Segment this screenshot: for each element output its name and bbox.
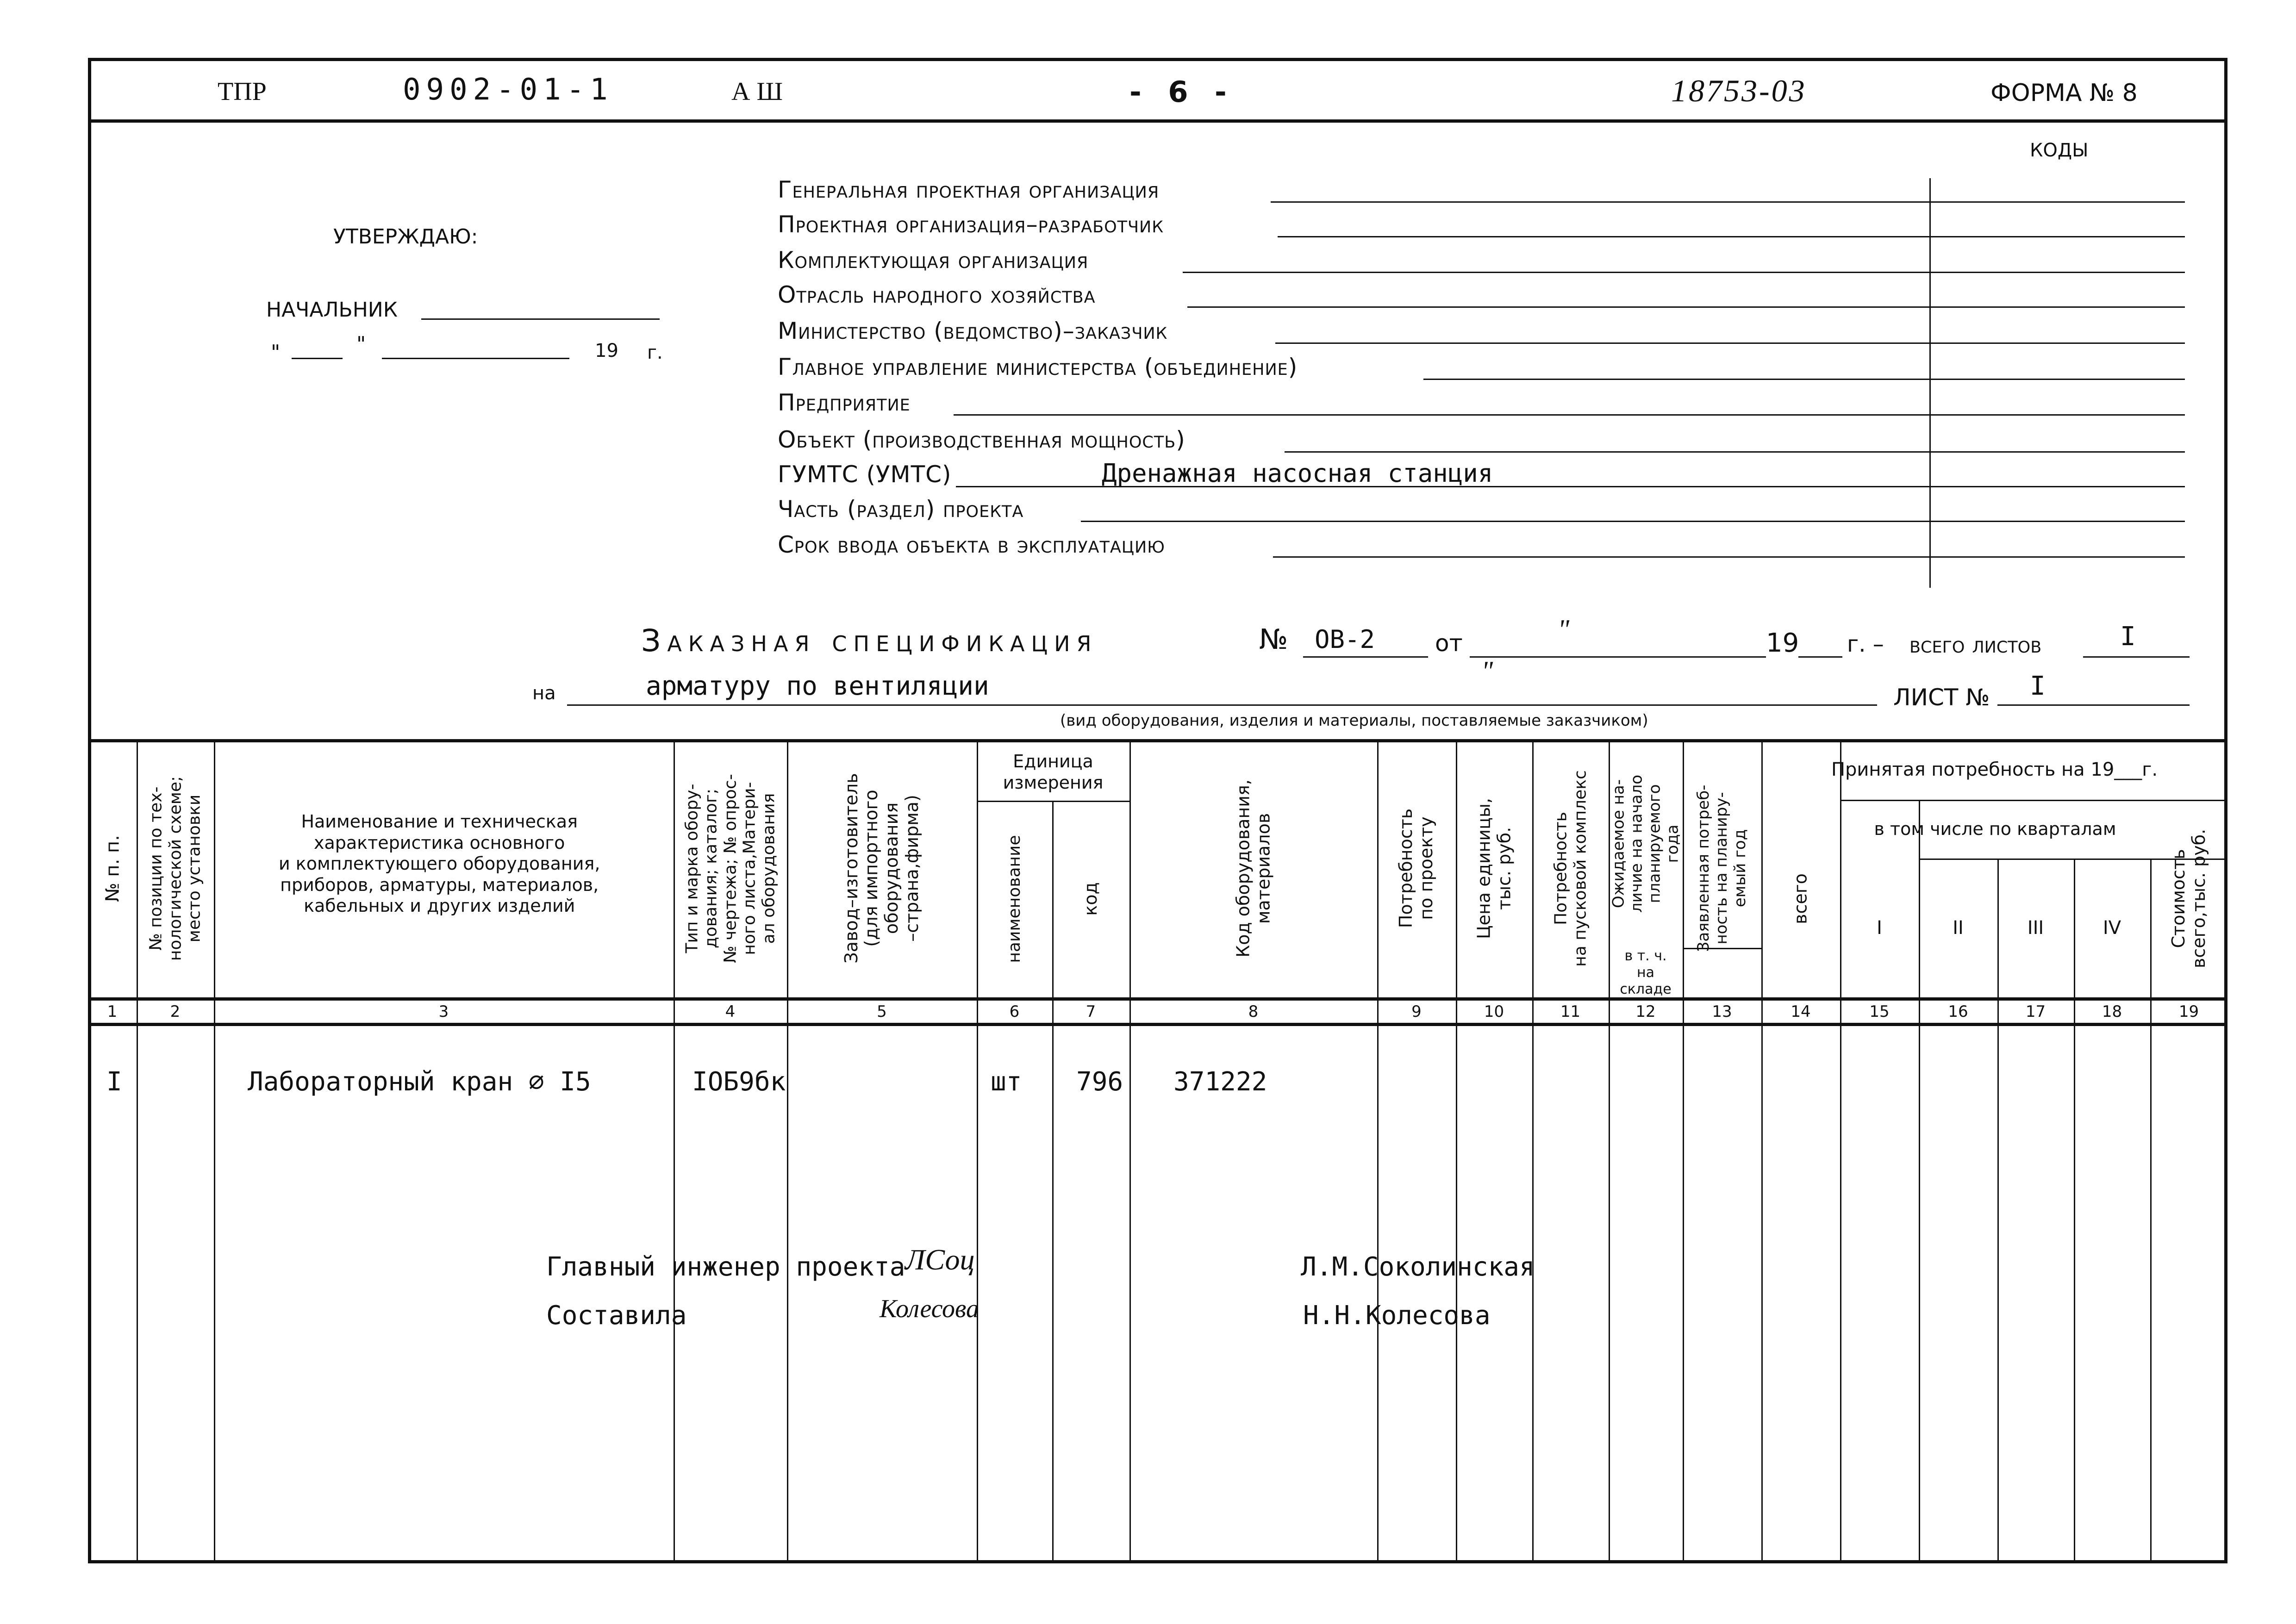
general-design-org-label: Генеральная проектная организация xyxy=(778,176,1160,203)
chief-engineer-signature: ЛСоц xyxy=(905,1243,975,1276)
design-org-developer-line xyxy=(1278,236,2185,237)
header-manufacturer: Завод–изготовитель (для импортного оборудования –страна,фирма) xyxy=(841,773,922,964)
completing-org-line xyxy=(1183,272,2185,273)
header-startup-demand: Потребность на пусковой комплекс xyxy=(1551,770,1590,967)
column-number: 17 xyxy=(2025,1002,2046,1021)
object-capacity-line xyxy=(1285,451,2185,453)
column-number: 7 xyxy=(1086,1002,1096,1021)
column-number: 4 xyxy=(725,1002,736,1021)
header-quarter-1: I xyxy=(1877,917,1882,939)
album-code: А Ш xyxy=(731,77,783,106)
document-number: 18753-03 xyxy=(1671,73,1807,108)
spec-no-label: № xyxy=(1259,623,1288,656)
compiled-signature: Колесова xyxy=(880,1294,979,1323)
header-accepted-demand: Принятая потребность на 19___г. xyxy=(1831,759,2158,780)
date-year: 19 xyxy=(595,340,618,361)
header-total: всего xyxy=(1790,873,1811,924)
spec-sheets-line xyxy=(2083,656,2190,658)
spec-subject-hint: (вид оборудования, изделия и материалы, поставляемые заказчиком) xyxy=(1060,711,1648,730)
chief-engineer-label: Главный инженер проекта xyxy=(546,1252,905,1282)
row-unit-code: 796 xyxy=(1076,1067,1123,1097)
codes-divider xyxy=(1929,178,1931,588)
general-design-org-line xyxy=(1271,201,2185,203)
commissioning-date-line xyxy=(1273,556,2185,558)
header-quarter-3: III xyxy=(2027,917,2044,939)
chief-engineer-name: Л.М.Соколинская xyxy=(1301,1252,1535,1282)
column-number: 9 xyxy=(1411,1002,1422,1021)
series-code: ТПР xyxy=(218,77,267,106)
column-number: 10 xyxy=(1484,1002,1504,1021)
form-number: ФОРМА № 8 xyxy=(1990,79,2138,107)
design-org-developer-label: Проектная организация–разработчик xyxy=(778,211,1164,238)
header-equipment-code: Код оборудования, материалов xyxy=(1232,779,1273,958)
enterprise-label: Предприятие xyxy=(778,389,911,416)
column-number: 5 xyxy=(877,1002,887,1021)
row-name: Лабораторный кран ⌀ I5 xyxy=(248,1067,591,1097)
header-row-number: № п. п. xyxy=(101,834,123,902)
project-code: 0902-01-1 xyxy=(403,73,613,107)
header-type: Тип и марка обору- дования; каталог; № чертежа; № опрос- ного листа,Матери- ал оборудования xyxy=(682,773,778,963)
header-unit: Единица измерения xyxy=(1003,751,1104,793)
header-unit-name: наименование xyxy=(1004,835,1024,963)
gumts-label: ГУМТС (УМТС) xyxy=(778,461,952,488)
codes-label: КОДЫ xyxy=(2030,140,2089,161)
header-demand-project: Потребность по проекту xyxy=(1396,808,1436,928)
chief-label: НАЧАЛЬНИК xyxy=(266,298,398,322)
header-in-stock: в т. ч. на складе xyxy=(1620,947,1672,997)
date-quote-close: " xyxy=(356,332,366,356)
column-number: 19 xyxy=(2178,1002,2199,1021)
column-numbers-top xyxy=(88,997,2227,1001)
compiled-label: Составила xyxy=(546,1300,687,1331)
economy-branch-line xyxy=(1187,306,2185,308)
completing-org-label: Комплектующая организация xyxy=(778,247,1089,274)
spec-quote-close: " xyxy=(1481,656,1493,686)
column-number: 11 xyxy=(1560,1002,1581,1021)
chief-signature-line xyxy=(421,318,660,320)
column-number: 3 xyxy=(438,1002,449,1021)
date-day-line xyxy=(292,358,343,359)
page-number: - 6 - xyxy=(1129,75,1235,109)
spec-sheets-label: всего листов xyxy=(1909,631,2042,658)
date-g: г. xyxy=(647,342,663,363)
spec-on-label: на xyxy=(532,683,556,704)
column-number: 14 xyxy=(1791,1002,1811,1021)
ministry-main-dept-line xyxy=(1423,379,2185,380)
spec-g: г. – xyxy=(1847,631,1884,657)
column-number: 16 xyxy=(1948,1002,1968,1021)
ministry-customer-line xyxy=(1275,342,2185,344)
header-cost: Стоимость всего,тыс. руб. xyxy=(2168,828,2209,969)
header-unit-code: код xyxy=(1080,882,1101,916)
spec-title: Заказная спецификация xyxy=(641,623,1098,659)
header-quarter-2: II xyxy=(1953,917,1964,939)
spec-subject[interactable]: арматуру по вентиляции xyxy=(646,671,989,701)
spec-date-line xyxy=(1470,656,1766,658)
column-number: 18 xyxy=(2102,1002,2122,1021)
project-part-line xyxy=(1081,521,2185,522)
spec-sheet-no-line xyxy=(1997,704,2190,706)
row-type: IОБ9бк xyxy=(692,1067,786,1097)
object-capacity-label: Объект (производственная мощность) xyxy=(778,426,1185,453)
spec-number[interactable]: ОВ-2 xyxy=(1315,625,1375,654)
row-number: I xyxy=(106,1067,122,1097)
date-quote-open: " xyxy=(271,341,281,364)
header-name: Наименование и техническая характеристика основного и комплектующего оборудования, приборов, арматуры, материалов, кабельных и других изделий xyxy=(279,811,600,916)
row-unit-name: шт xyxy=(991,1067,1022,1097)
column-number: 6 xyxy=(1009,1002,1020,1021)
spec-number-line xyxy=(1303,656,1428,658)
economy-branch-label: Отрасль народного хозяйства xyxy=(778,281,1096,308)
spec-year: 19 xyxy=(1766,628,1799,658)
header-quarters: в том числе по кварталам xyxy=(1874,818,2116,839)
header-declared-demand: Заявленная потреб- ность на планиру- емый год xyxy=(1694,784,1749,952)
row-equip-code: 371222 xyxy=(1173,1067,1267,1097)
spec-sheet-no-label: ЛИСТ № xyxy=(1893,684,1990,711)
header-position: № позиции по тех- нологической схеме; место установки xyxy=(146,776,204,961)
spec-subject-line xyxy=(567,704,1877,706)
spec-sheet-no: I xyxy=(2030,671,2046,701)
column-number: 1 xyxy=(107,1002,118,1021)
column-number: 13 xyxy=(1712,1002,1732,1021)
spec-year-line xyxy=(1798,656,1842,658)
header-unit-price: Цена единицы, тыс. руб. xyxy=(1473,797,1514,939)
column-number: 8 xyxy=(1248,1002,1259,1021)
header-quarter-4: IV xyxy=(2103,917,2121,939)
column-numbers-bottom xyxy=(88,1023,2227,1026)
column-number: 15 xyxy=(1869,1002,1890,1021)
spec-sheets-total: I xyxy=(2120,622,2136,652)
enterprise-line xyxy=(954,414,2185,416)
commissioning-date-label: Срок ввода объекта в эксплуатацию xyxy=(778,531,1165,558)
header-expected-stock: Ожидаемое на- личие на начало планируемого года xyxy=(1609,774,1682,913)
column-number: 12 xyxy=(1635,1002,1656,1021)
column-number: 2 xyxy=(170,1002,181,1021)
compiled-name: Н.Н.Колесова xyxy=(1303,1300,1491,1331)
project-part-label: Часть (раздел) проекта xyxy=(778,496,1024,523)
ministry-main-dept-label: Главное управление министерства (объединение) xyxy=(778,354,1298,380)
top-strip-divider xyxy=(88,119,2227,123)
spec-from-label: от xyxy=(1435,630,1463,657)
ministry-customer-label: Министерство (ведомство)–заказчик xyxy=(778,317,1168,344)
gumts-value[interactable]: Дренажная насосная станция xyxy=(1102,459,1493,488)
spec-quote-open: " xyxy=(1558,614,1570,645)
date-month-line xyxy=(382,358,569,359)
approve-label: УТВЕРЖДАЮ: xyxy=(333,225,478,249)
